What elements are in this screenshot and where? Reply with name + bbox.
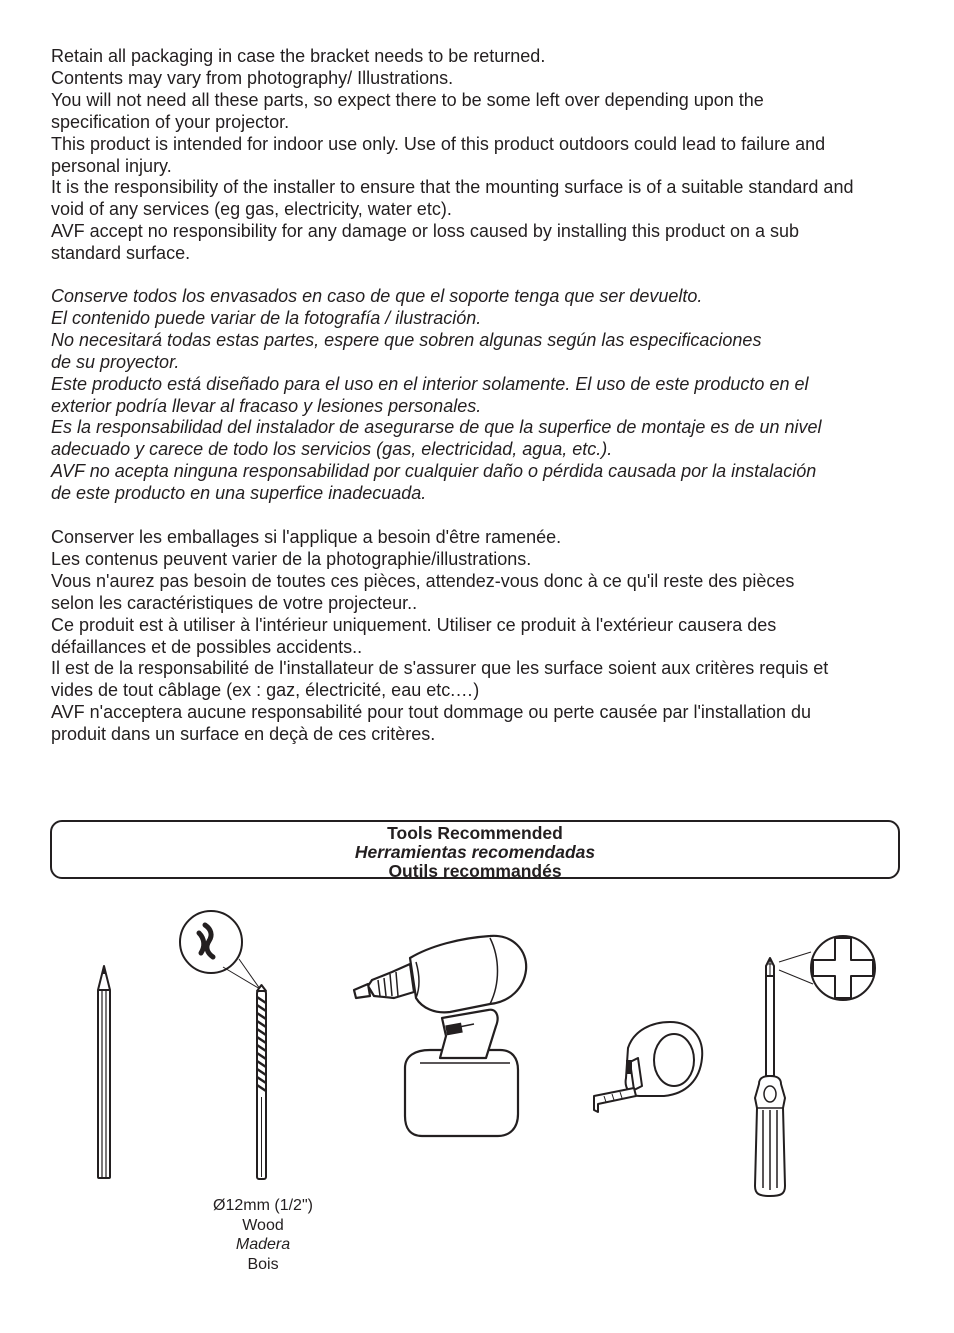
tools-recommended-header [50,820,900,879]
drill-bit-material-en: Wood [242,1216,284,1234]
cordless-drill-icon [350,928,535,1148]
tools-title-es: Herramientas recomendadas [354,842,596,862]
tools-title-en: Tools Recommended [387,823,563,843]
text-line: Il est de la responsabilité de l'installateur de s'assurer que les surface soient aux critères requis et [51,658,829,679]
text-line: specification of your projector. [51,111,290,132]
text-line: adecuado y carece de todo los servicios (gas, electricidad, agua, etc.). [51,439,613,460]
text-line: Les contenus peuvent varier de la photographie/illustrations. [51,548,532,569]
text-line: Vous n'aurez pas besoin de toutes ces pièces, attendez-vous donc à ce qu'il reste des pièces [51,570,795,591]
drill-bit-icon [175,905,285,1185]
tools-title-fr: Outils recommandés [388,861,562,881]
text-line: Conserve todos los envasados en caso de que el soporte tenga que ser devuelto. [51,286,703,306]
text-line: Ce produit est à utiliser à l'intérieur uniquement. Utiliser ce produit à l'extérieur causera des [51,614,777,635]
spanish-instructions [51,286,931,505]
text-line: AVF accept no responsibility for any damage or loss caused by installing this product on a sub [51,221,800,242]
text-line: défaillances et de possibles accidents.. [51,636,363,657]
text-line: void of any services (eg gas, electricity, water etc). [51,199,452,220]
text-line: This product is intended for indoor use only. Use of this product outdoors could lead to failure and [51,133,826,154]
text-line: AVF no acepta ninguna responsabilidad por cualquier daño o pérdida causada por la instalación [51,461,817,482]
drill-bit-caption [188,1196,338,1274]
text-line: Es la responsabilidad del instalador de asegurarse de que la superfice de montaje es de un nivel [51,417,822,438]
text-line: It is the responsibility of the installer to ensure that the mounting surface is of a suitable standard and [51,177,854,198]
text-line: vides de tout câblage (ex : gaz, électricité, eau etc.…) [51,680,480,701]
text-line: Contents may vary from photography/ Illustrations. [51,67,454,88]
pencil-icon [90,962,120,1182]
text-line: No necesitará todas estas partes, espere que sobren algunas según las especificaciones [51,329,762,350]
drill-bit-material-es: Madera [235,1236,291,1253]
text-line: selon les caractéristiques de votre projecteur.. [51,592,418,613]
text-line: produit dans un surface en deçà de ces critères. [51,724,436,745]
english-instructions [51,46,931,265]
text-line: Conserver les emballages si l'applique a besoin d'être ramenée. [51,527,562,547]
text-line: Este producto está diseñado para el uso en el interior solamente. El uso de este producto en el [51,373,809,394]
text-line: de su proyector. [51,351,180,372]
text-line: de este producto en una superfice inadecuada. [51,483,427,504]
text-line: personal injury. [51,155,172,176]
drill-bit-size: Ø12mm (1/2") [213,1197,313,1214]
text-line: You will not need all these parts, so expect there to be some left over depending upon the [51,89,764,110]
text-line: AVF n'acceptera aucune responsabilité pour tout dommage ou perte causée par l'installation du [51,702,812,723]
text-line: Retain all packaging in case the bracket needs to be returned. [51,46,546,66]
tape-measure-icon [590,1018,710,1118]
text-line: exterior podría llevar al fracaso y lesiones personales. [51,395,482,416]
text-line: standard surface. [51,243,191,264]
phillips-screwdriver-icon [745,932,885,1197]
french-instructions [51,527,931,746]
drill-bit-material-fr: Bois [247,1255,279,1273]
text-line: El contenido puede variar de la fotografía / ilustración. [51,307,482,328]
